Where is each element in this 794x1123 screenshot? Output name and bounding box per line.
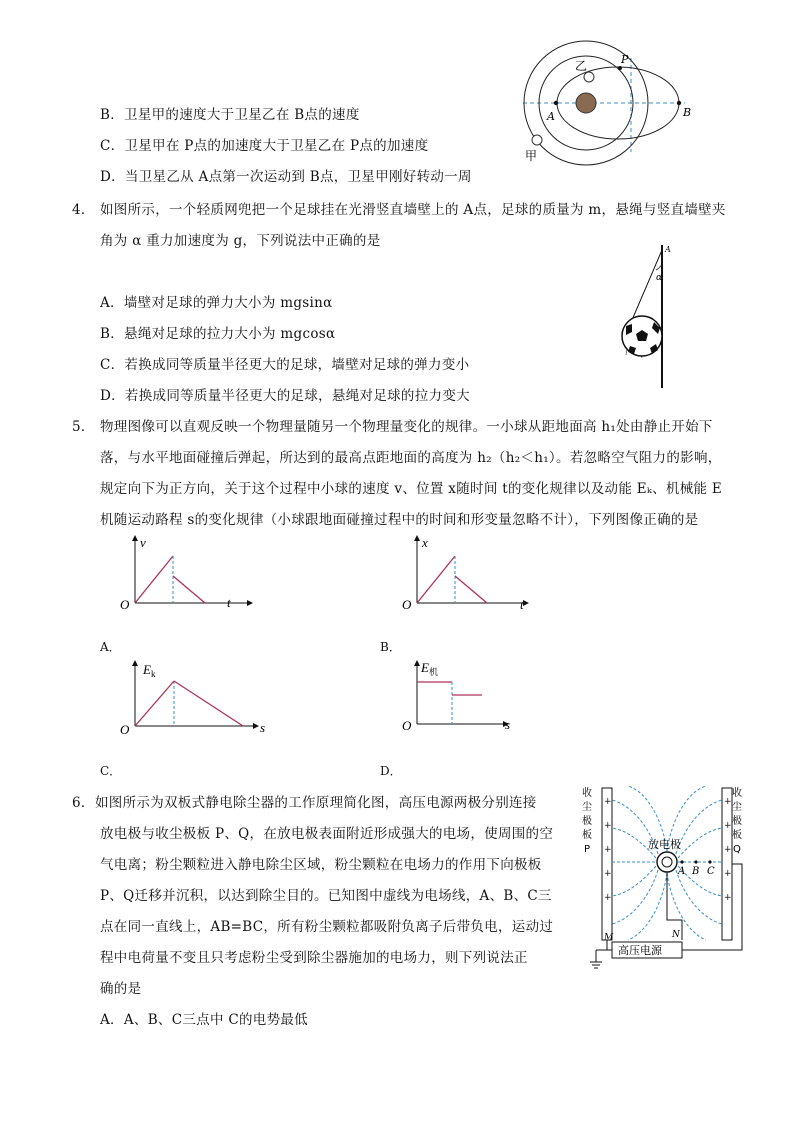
svg-text:极: 极 <box>582 816 592 827</box>
q4-number: 4． <box>72 202 95 218</box>
label-c: C <box>707 866 715 877</box>
svg-text:+: + <box>724 893 732 903</box>
q3-option-b: B．卫星甲的速度大于卫星乙在 B点的速度 <box>100 107 360 123</box>
graph-segment <box>135 681 174 726</box>
label-alpha: α <box>656 273 663 283</box>
q4-stem-line2: 角为 α 重力加速度为 g，下列说法中正确的是 <box>100 233 381 249</box>
point-a-dot <box>554 101 558 105</box>
origin-label: O <box>402 597 412 612</box>
y-label: v <box>140 535 146 550</box>
y-label: $E_k$ <box>143 662 156 679</box>
q5-number: 5． <box>72 419 95 435</box>
svg-text:极: 极 <box>732 816 742 827</box>
q6-option-a: A．A、B、C三点中 C的电势最低 <box>100 1012 308 1028</box>
label-a: A <box>678 866 686 877</box>
point-p-dot <box>618 66 622 70</box>
precipitator-figure <box>578 782 748 974</box>
y-axis-arrow <box>132 535 138 541</box>
electrode-label: 放电极 <box>648 838 681 851</box>
q6-stem-line7: 确的是 <box>100 981 142 997</box>
label-p: P <box>621 53 629 66</box>
graph-segment <box>174 681 243 726</box>
x-label: t <box>227 595 231 610</box>
svg-text:Q: Q <box>733 844 741 855</box>
label-n: N <box>672 930 680 940</box>
y-label: $E_机$ <box>421 660 438 677</box>
graph-d <box>397 658 537 746</box>
graph-d-label: D． <box>380 764 402 778</box>
x-axis-arrow <box>523 600 529 606</box>
point-c-dot <box>708 860 711 863</box>
graph-a-label: A． <box>100 640 121 654</box>
plate-p <box>602 788 612 940</box>
y-label: x <box>422 535 428 550</box>
svg-text:板: 板 <box>732 830 742 841</box>
x-axis-arrow <box>247 600 253 606</box>
q6-stem-line5: 点在同一直线上，AB=BC，所有粉尘颗粒都吸附负离子后带负电，运动过 <box>100 919 554 935</box>
graph-c <box>115 658 275 746</box>
label-b: B <box>692 866 700 877</box>
svg-text:+: + <box>724 797 732 807</box>
x-label: s <box>505 717 511 732</box>
graph-segment <box>173 576 205 603</box>
graph-b <box>397 535 537 625</box>
football-figure <box>612 240 682 390</box>
y-axis-arrow <box>414 535 420 541</box>
q5-stem-line1: 物理图像可以直观反映一个物理量随另一个物理量变化的规律。一小球从距地面高 h₁处由静止开始下 <box>100 419 713 435</box>
q5-stem-line3: 规定向下为正方向，关于这个过程中小球的速度 v、位置 x随时间 t的变化规律以及动能 Eₖ、机械能 E <box>100 481 723 497</box>
q4-stem-line1: 如图所示，一个轻质网兜把一个足球挂在光滑竖直墙壁上的 A点，足球的质量为 m，悬绳与竖直墙壁夹 <box>100 202 726 218</box>
label-a: A <box>547 110 555 123</box>
label-m: M <box>604 933 614 943</box>
origin-label: O <box>402 718 412 733</box>
q6-stem-line3: 气电离；粉尘颗粒进入静电除尘区域，粉尘颗粒在电场力的作用下向极板 <box>100 857 542 873</box>
svg-text:收: 收 <box>732 788 742 799</box>
q6-stem-line1: 如图所示为双板式静电除尘器的工作原理简化图，高压电源两极分别连接 <box>95 795 537 811</box>
svg-text:+: + <box>604 869 612 879</box>
svg-text:+: + <box>604 821 612 831</box>
x-label: t <box>520 597 524 612</box>
right-plate-label <box>732 786 742 855</box>
label-yi: 乙 <box>575 59 588 73</box>
y-axis-arrow <box>132 660 138 666</box>
q6-stem-line2: 放电极与收尘极板 P、Q，在放电极表面附近形成强大的电场，使周围的空 <box>100 826 554 842</box>
point-a-dot <box>680 860 683 863</box>
q5-stem-line2: 落，与水平地面碰撞后弹起，所达到的最高点距地面的高度为 h₂（h₂＜h₁）。若忽略空气阻力的影响， <box>100 450 722 466</box>
power-label: 高压电源 <box>618 944 662 957</box>
svg-text:+: + <box>604 797 612 807</box>
q4-option-c: C．若换成同等质量半径更大的足球，墙壁对足球的弹力变小 <box>100 357 470 373</box>
q3-option-d: D．当卫星乙从 A点第一次运动到 B点，卫星甲刚好转动一周 <box>100 169 472 185</box>
q4-option-d: D．若换成同等质量半径更大的足球，悬绳对足球的拉力变大 <box>100 388 470 404</box>
q4-option-b: B．悬绳对足球的拉力大小为 mgcosα <box>100 326 336 342</box>
svg-text:+: + <box>604 893 612 903</box>
graph-b-label: B． <box>380 640 401 654</box>
svg-text:尘: 尘 <box>582 802 592 813</box>
label-b: B <box>683 106 692 119</box>
x-axis-arrow <box>253 723 259 729</box>
label-a: A <box>665 245 671 254</box>
y-axis-arrow <box>414 660 420 666</box>
discharge-electrode-core <box>662 857 672 867</box>
point-b-dot <box>677 101 681 105</box>
planet <box>576 93 596 113</box>
label-jia: 甲 <box>525 149 538 163</box>
svg-text:P: P <box>584 844 591 855</box>
graph-c-label: C． <box>100 764 122 778</box>
satellite-jia <box>532 135 542 145</box>
svg-text:+: + <box>724 821 732 831</box>
point-b-dot <box>694 860 697 863</box>
graph-segment <box>455 576 487 603</box>
origin-label: O <box>120 597 130 612</box>
q5-stem-line4: 机随运动路程 s的变化规律（小球跟地面碰撞过程中的时间和形变量忽略不计），下列图像正确的是 <box>100 512 699 528</box>
graph-segment <box>417 556 455 603</box>
orbit-figure <box>515 40 695 168</box>
q6-number: 6． <box>72 795 95 811</box>
graph-segment <box>135 556 173 603</box>
plate-q <box>722 788 732 940</box>
graph-a <box>115 535 255 625</box>
svg-text:+: + <box>604 845 612 855</box>
svg-text:+: + <box>724 845 732 855</box>
left-plate-label <box>582 786 592 855</box>
origin-label: O <box>120 722 130 737</box>
rope <box>632 250 662 320</box>
svg-text:板: 板 <box>582 830 592 841</box>
svg-text:收: 收 <box>582 788 592 799</box>
satellite-yi <box>584 72 594 82</box>
q6-stem-line6: 程中电荷量不变且只考虑粉尘受到除尘器施加的电场力，则下列说法正 <box>100 950 528 966</box>
svg-text:尘: 尘 <box>732 802 742 813</box>
svg-text:+: + <box>724 869 732 879</box>
q6-stem-line4: P、Q迁移并沉积，以达到除尘目的。已知图中虚线为电场线，A、B、C三 <box>100 888 552 904</box>
q4-option-a: A．墙壁对足球的弹力大小为 mgsinα <box>100 295 333 311</box>
x-label: s <box>260 720 266 735</box>
q3-option-c: C．卫星甲在 P点的加速度大于卫星乙在 P点的加速度 <box>100 138 429 154</box>
